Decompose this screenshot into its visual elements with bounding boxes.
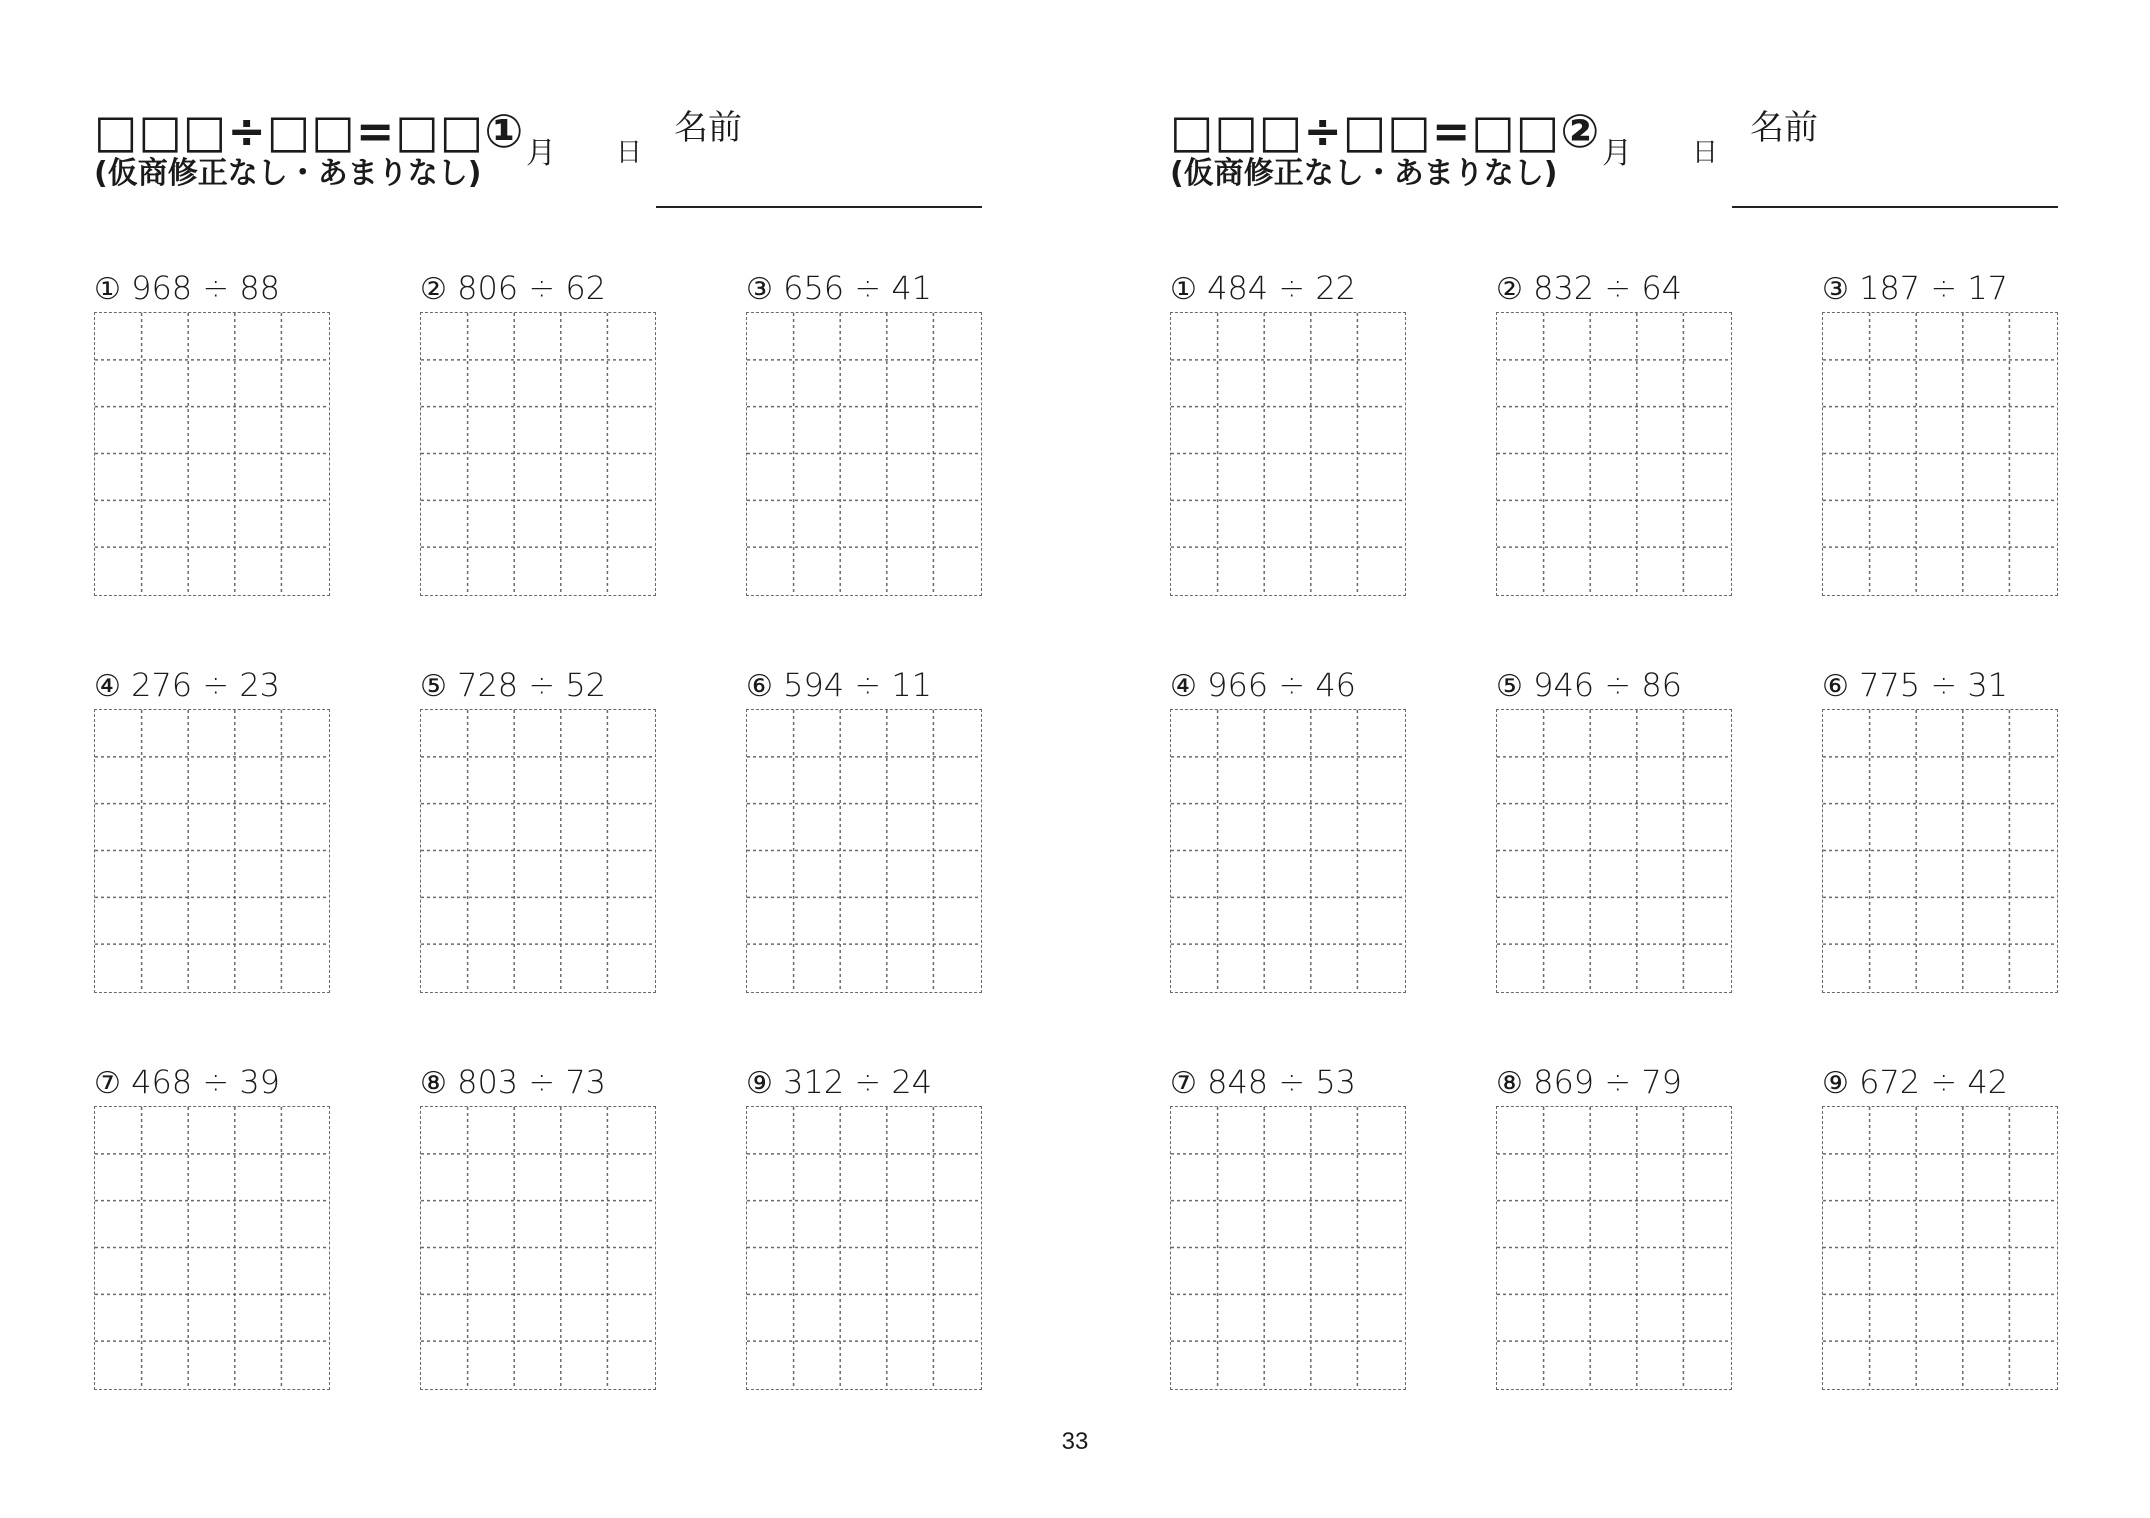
work-grid[interactable] [1822, 312, 2058, 596]
work-grid[interactable] [1822, 709, 2058, 993]
problem-expression: 968 ÷ 88 [131, 269, 281, 307]
problem-number: ⑦ [1170, 1066, 1197, 1101]
problem-expression: 775 ÷ 31 [1859, 666, 2009, 704]
month-label: 月 [1602, 136, 1632, 171]
problem-number: ⑥ [746, 669, 773, 704]
work-grid[interactable] [1496, 312, 1732, 596]
day-label: 日 [616, 138, 643, 168]
problem-expression: 276 ÷ 23 [131, 666, 281, 704]
problem-expression: 946 ÷ 86 [1533, 666, 1683, 704]
work-grid[interactable] [1170, 709, 1406, 993]
problem-number: ⑧ [420, 1066, 447, 1101]
problem-number: ⑤ [1496, 669, 1523, 704]
problem-label [420, 1062, 606, 1104]
worksheet-right [1170, 0, 2150, 1518]
problem-set [94, 268, 984, 1398]
problem-label [1170, 268, 1356, 310]
problem-expression: 187 ÷ 17 [1859, 269, 2009, 307]
problem-number: ⑧ [1496, 1066, 1523, 1101]
problem-number: ⑤ [420, 669, 447, 704]
problem-expression: 728 ÷ 52 [457, 666, 607, 704]
work-grid[interactable] [1822, 1106, 2058, 1390]
name-write-line[interactable] [1732, 206, 2058, 208]
problem-expression: 594 ÷ 11 [783, 666, 933, 704]
problem-number: ⑦ [94, 1066, 121, 1101]
problem-label [94, 268, 280, 310]
problem-label [94, 1062, 280, 1104]
worksheet-left [94, 0, 1079, 1518]
problem-expression: 312 ÷ 24 [783, 1063, 933, 1101]
problem-label [746, 665, 932, 707]
worksheet-subtitle: (仮商修正なし・あまりなし) [1170, 156, 1558, 191]
problem-expression: 869 ÷ 79 [1533, 1063, 1683, 1101]
problem-number: ③ [1822, 272, 1849, 307]
work-grid[interactable] [746, 1106, 982, 1390]
problem-expression: 832 ÷ 64 [1533, 269, 1683, 307]
work-grid[interactable] [1170, 312, 1406, 596]
problem-expression: 966 ÷ 46 [1207, 666, 1357, 704]
problem-label [1496, 268, 1682, 310]
work-grid[interactable] [1170, 1106, 1406, 1390]
work-grid[interactable] [746, 709, 982, 993]
problem-expression: 672 ÷ 42 [1859, 1063, 2009, 1101]
page-number: 33 [1061, 1428, 1089, 1455]
month-label: 月 [526, 136, 556, 171]
problem-label [420, 665, 606, 707]
work-grid[interactable] [420, 1106, 656, 1390]
problem-label [746, 268, 932, 310]
name-label: 名前 [1750, 108, 1818, 148]
problem-label [1496, 665, 1682, 707]
problem-label [1822, 268, 2008, 310]
problem-label [1496, 1062, 1682, 1104]
work-grid[interactable] [420, 312, 656, 596]
work-grid[interactable] [746, 312, 982, 596]
problem-number: ⑥ [1822, 669, 1849, 704]
problem-label [1822, 665, 2008, 707]
problem-label [94, 665, 280, 707]
problem-expression: 803 ÷ 73 [457, 1063, 607, 1101]
problem-label [746, 1062, 932, 1104]
work-grid[interactable] [94, 1106, 330, 1390]
work-grid[interactable] [1496, 709, 1732, 993]
problem-number: ② [1496, 272, 1523, 307]
problem-expression: 848 ÷ 53 [1207, 1063, 1357, 1101]
problem-expression: 468 ÷ 39 [131, 1063, 281, 1101]
problem-number: ① [1170, 272, 1197, 307]
day-label: 日 [1692, 138, 1719, 168]
problem-number: ⑨ [1822, 1066, 1849, 1101]
work-grid[interactable] [94, 312, 330, 596]
work-grid[interactable] [420, 709, 656, 993]
problem-expression: 656 ÷ 41 [783, 269, 933, 307]
name-write-line[interactable] [656, 206, 982, 208]
problem-number: ③ [746, 272, 773, 307]
name-label: 名前 [674, 108, 742, 148]
problem-expression: 484 ÷ 22 [1207, 269, 1357, 307]
problem-number: ④ [94, 669, 121, 704]
problem-number: ② [420, 272, 447, 307]
problem-label [1822, 1062, 2008, 1104]
problem-label [420, 268, 606, 310]
worksheet-title: □□□÷□□=□□① [94, 104, 525, 158]
problem-number: ① [94, 272, 121, 307]
problem-label [1170, 665, 1356, 707]
problem-label [1170, 1062, 1356, 1104]
worksheet-subtitle: (仮商修正なし・あまりなし) [94, 156, 482, 191]
worksheet-title: □□□÷□□=□□② [1170, 104, 1601, 158]
problem-number: ④ [1170, 669, 1197, 704]
problem-number: ⑨ [746, 1066, 773, 1101]
problem-set [1170, 268, 2060, 1398]
work-grid[interactable] [1496, 1106, 1732, 1390]
problem-expression: 806 ÷ 62 [457, 269, 607, 307]
work-grid[interactable] [94, 709, 330, 993]
